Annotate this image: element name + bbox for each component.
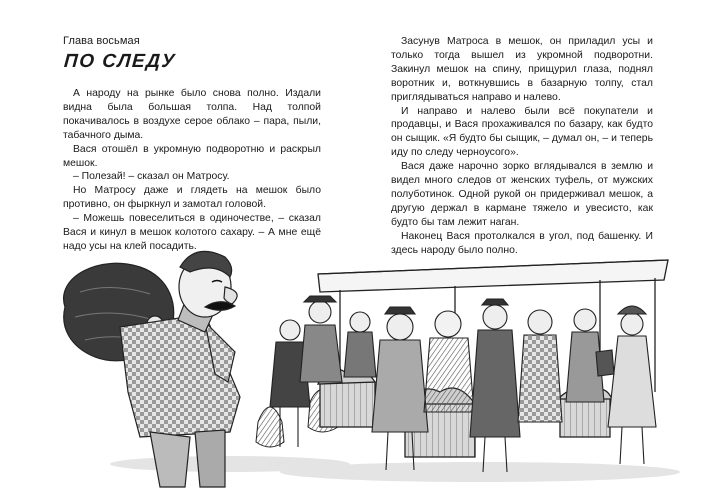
paragraph: Наконец Вася протолкался в угол, под башенку. И здесь народу было полно. [391,230,653,256]
paragraph: – Можешь повеселиться в одиночестве, – сказал Вася и кинул в мешок колотого сахару. – А мне ещё надо усы на клей посадить. [63,213,321,252]
paragraph: – Полезай! – сказал он Матросу. [73,171,230,183]
paragraph: А народу на рынке было снова полно. Издали видна была большая толпа. Над толпой покачивалось в воздухе серое облако – пара, пыли, табачного дыма. [63,88,321,141]
market-illustration [0,232,706,491]
vasya-figure [64,251,240,487]
right-text-column [391,35,653,258]
paragraph: Вася отошёл в укромную подворотню и раскрыл мешок. [63,143,321,169]
paragraph: Но Матросу даже и глядеть на мешок было противно, он фыркнул и замотал головой. [63,185,321,211]
left-text-column [63,87,321,254]
paragraph: Вася даже нарочно зорко вглядывался в землю и видел много следов от женских туфель, от мужских полуботинок. Одной рукой он придерживал мешок, а другую держал в кармане тяжело и увесисто, как будто бы там лежит наган. [391,161,653,228]
crate [320,382,375,427]
crate [560,397,610,437]
chapter-title: ПО СЛЕДУ [63,51,177,72]
stall-roof [318,260,668,292]
paragraph: Засунув Матроса в мешок, он приладил усы и только тогда вышел из укромной подворотни. Закинул мешок на спину, прищурил глаза, поднял воротник и, воткнувшись в базарную толпу, стал приглядываться направо и налево. [391,36,653,103]
ground-shadow [280,462,680,482]
paragraph: И направо и налево были всё покупатели и продавцы, и Вася прохаживался по базару, как будто он сыщик. «Я будто бы сыщик, – думал он, – и теперь иду по следу черноусого». [391,105,653,159]
chapter-label: Глава восьмая [63,35,140,47]
